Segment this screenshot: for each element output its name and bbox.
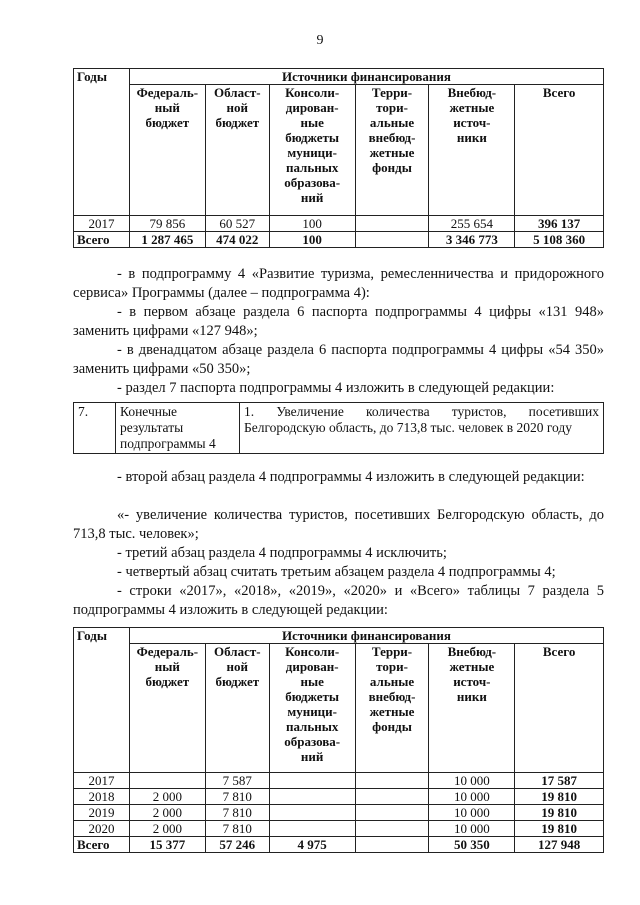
col-header-territorial: Терри- тори- альные внебюд- жетные фонды: [368, 644, 416, 734]
financing-table-2: [73, 627, 604, 853]
cell-federal: 2 000: [129, 805, 205, 821]
col-header-federal: Федераль- ный бюджет: [136, 644, 199, 689]
cell-municipal: [269, 773, 355, 789]
cell-extrabudget: 255 654: [429, 216, 515, 232]
table-row: [74, 773, 604, 789]
cell-regional: 60 527: [205, 216, 269, 232]
table-row: [74, 837, 604, 853]
cell-territorial: [355, 821, 429, 837]
paragraph-section-4-third: - третий абзац раздела 4 подпрограммы 4 исключить;: [117, 545, 447, 561]
cell-year: 2018: [74, 789, 130, 805]
cell-municipal: 100: [269, 216, 355, 232]
paragraph-section-4-second: - второй абзац раздела 4 подпрограммы 4 изложить в следующей редакции:: [117, 469, 585, 485]
cell-total: 19 810: [515, 821, 604, 837]
cell-extrabudget: 10 000: [429, 789, 515, 805]
cell-extrabudget: 50 350: [429, 837, 515, 853]
col-header-years: Годы: [74, 69, 130, 216]
table-row: [74, 821, 604, 837]
cell-federal: [129, 773, 205, 789]
cell-year: Всего: [74, 232, 130, 248]
col-header-territorial: Терри- тори- альные внебюд- жетные фонды: [368, 85, 416, 175]
paragraph-section-7: - раздел 7 паспорта подпрограммы 4 изложить в следующей редакции:: [117, 380, 555, 396]
paragraph-quote: «- увеличение количества туристов, посетивших Белгородскую область, до 713,8 тыс. человек»;: [73, 507, 604, 542]
cell-regional: 7 810: [205, 789, 269, 805]
paragraph-section-4-fourth: - четвертый абзац считать третьим абзацем раздела 4 подпрограммы 4;: [117, 564, 556, 580]
cell-territorial: [355, 805, 429, 821]
cell-extrabudget: 10 000: [429, 773, 515, 789]
cell-territorial: [355, 232, 429, 248]
page-number: 9: [316, 33, 324, 48]
table-row: [74, 789, 604, 805]
cell-extrabudget: 3 346 773: [429, 232, 515, 248]
col-header-municipal: Консоли- дирован- ные бюджеты муници- пальных образова- ний: [284, 85, 341, 205]
result-label: Конечные результаты подпрограммы 4: [116, 403, 240, 454]
cell-federal: 2 000: [129, 821, 205, 837]
col-header-federal: Федераль- ный бюджет: [136, 85, 199, 130]
cell-year: 2017: [74, 773, 130, 789]
cell-territorial: [355, 837, 429, 853]
col-header-sources: Источники финансирования: [129, 69, 603, 85]
cell-federal: 15 377: [129, 837, 205, 853]
cell-extrabudget: 10 000: [429, 821, 515, 837]
cell-total: 17 587: [515, 773, 604, 789]
col-header-municipal: Консоли- дирован- ные бюджеты муници- пальных образова- ний: [284, 644, 341, 764]
cell-regional: 474 022: [205, 232, 269, 248]
paragraph-section-6-twelfth: - в двенадцатом абзаце раздела 6 паспорта подпрограммы 4 цифры «54 350» заменить цифрами «50 350»;: [73, 342, 604, 377]
result-text: 1. Увеличение количества туристов, посетивших Белгородскую область, до 713,8 тыс. человек в 2020 году: [240, 403, 604, 454]
paragraph-table-7: - строки «2017», «2018», «2019», «2020» и «Всего» таблицы 7 раздела 5 подпрограммы 4 изложить в следующей редакции:: [73, 583, 604, 618]
table-row: [74, 805, 604, 821]
cell-regional: 7 587: [205, 773, 269, 789]
col-header-total: Всего: [542, 85, 576, 100]
cell-municipal: [269, 805, 355, 821]
cell-municipal: [269, 789, 355, 805]
paragraph-section-6-first: - в первом абзаце раздела 6 паспорта подпрограммы 4 цифры «131 948» заменить цифрами «127 948»;: [73, 304, 604, 339]
cell-municipal: [269, 821, 355, 837]
cell-total: 127 948: [515, 837, 604, 853]
cell-federal: 1 287 465: [129, 232, 205, 248]
cell-year: 2017: [74, 216, 130, 232]
cell-municipal: 100: [269, 232, 355, 248]
col-header-total: Всего: [542, 644, 576, 659]
table-row: [74, 216, 604, 232]
col-header-sources: Источники финансирования: [129, 628, 603, 644]
financing-table-1: [73, 68, 604, 248]
cell-total: 19 810: [515, 789, 604, 805]
cell-territorial: [355, 216, 429, 232]
table-row: [74, 232, 604, 248]
col-header-regional: Област- ной бюджет: [214, 85, 261, 130]
paragraph-subprogram-4: - в подпрограмму 4 «Развитие туризма, ремесленничества и придорожного сервиса» Программы (далее – подпрограмма 4):: [73, 266, 604, 301]
col-header-regional: Област- ной бюджет: [214, 644, 261, 689]
cell-territorial: [355, 773, 429, 789]
result-num: 7.: [74, 403, 116, 454]
cell-regional: 7 810: [205, 805, 269, 821]
cell-year: 2020: [74, 821, 130, 837]
cell-federal: 79 856: [129, 216, 205, 232]
cell-territorial: [355, 789, 429, 805]
cell-municipal: 4 975: [269, 837, 355, 853]
cell-total: 396 137: [515, 216, 604, 232]
cell-year: Всего: [74, 837, 130, 853]
cell-total: 5 108 360: [515, 232, 604, 248]
result-table: [73, 402, 604, 454]
cell-federal: 2 000: [129, 789, 205, 805]
cell-year: 2019: [74, 805, 130, 821]
cell-extrabudget: 10 000: [429, 805, 515, 821]
cell-regional: 57 246: [205, 837, 269, 853]
col-header-extrabudget: Внебюд- жетные источ- ники: [447, 644, 497, 704]
cell-regional: 7 810: [205, 821, 269, 837]
col-header-extrabudget: Внебюд- жетные источ- ники: [447, 85, 497, 145]
cell-total: 19 810: [515, 805, 604, 821]
col-header-years: Годы: [74, 628, 130, 773]
